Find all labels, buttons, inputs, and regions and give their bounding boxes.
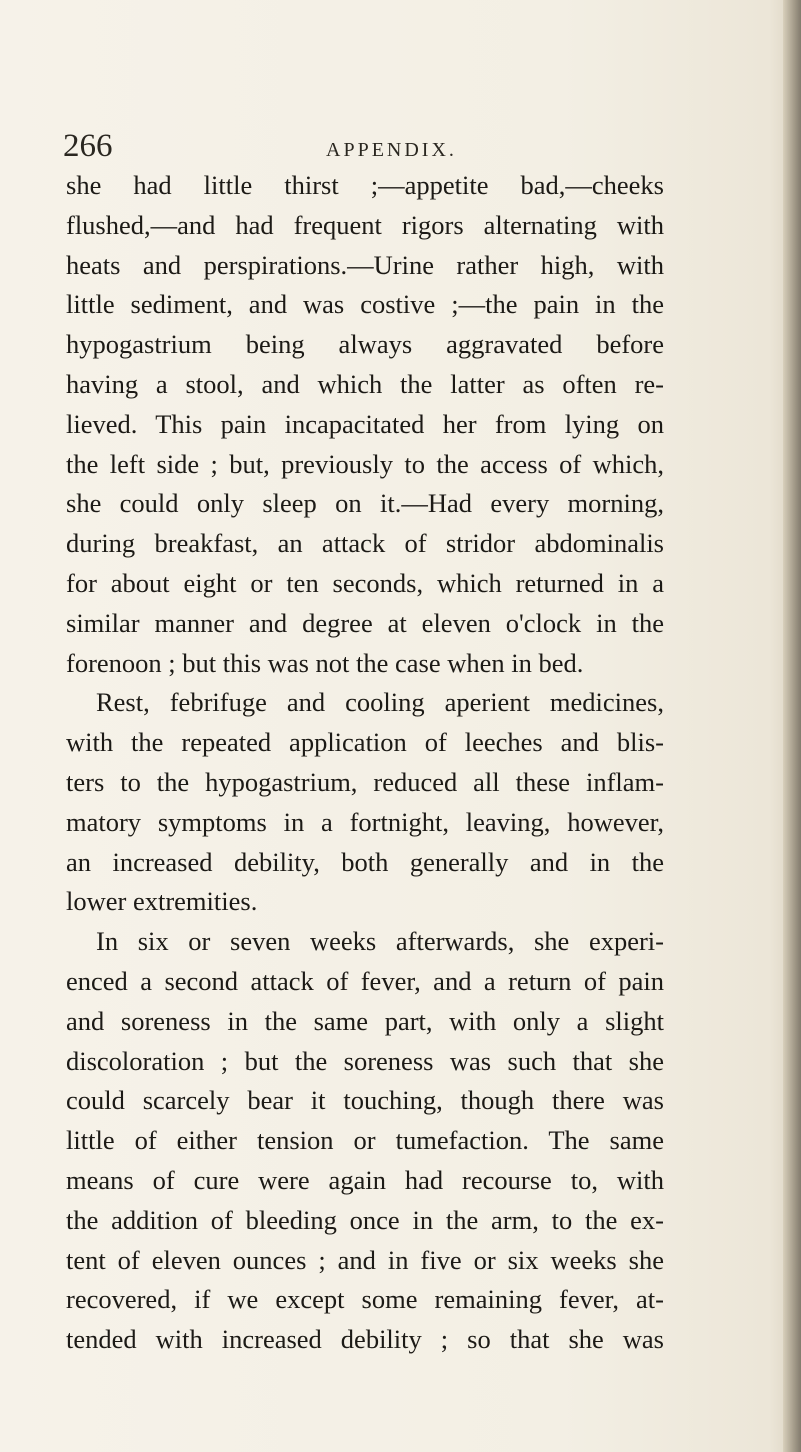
- text-line: Rest, febrifuge and cooling aperient medicines,: [96, 687, 664, 718]
- text-line: discoloration ; but the soreness was such that she: [66, 1045, 664, 1076]
- text-line: heats and perspirations.—Urine rather high, with: [66, 249, 664, 280]
- text-line: she had little thirst ;—appetite bad,—cheeks: [66, 170, 664, 200]
- text-line: with the repeated application of leeches and blis-: [66, 727, 664, 758]
- text-line: recovered, if we except some remaining fever, at-: [66, 1284, 664, 1315]
- text-line: tent of eleven ounces ; and in five or six weeks she: [66, 1244, 664, 1275]
- text-line: having a stool, and which the latter as often re-: [66, 368, 664, 399]
- text-line: hypogastrium being always aggravated before: [66, 329, 664, 360]
- text-line: ters to the hypogastrium, reduced all these inflam-: [66, 766, 664, 797]
- text-line: during breakfast, an attack of stridor abdominalis: [66, 528, 664, 559]
- text-line: the addition of bleeding once in the arm, to the ex-: [66, 1204, 664, 1235]
- text-line: for about eight or ten seconds, which returned in a: [66, 567, 664, 598]
- text-line: flushed,—and had frequent rigors alternating with: [66, 209, 664, 240]
- text-line: the left side ; but, previously to the access of which,: [66, 448, 664, 479]
- text-line: lower extremities.: [66, 886, 258, 917]
- text-line: she could only sleep on it.—Had every morning,: [66, 488, 664, 519]
- text-line: means of cure were again had recourse to, with: [66, 1164, 664, 1195]
- running-head: APPENDIX.: [326, 139, 457, 161]
- text-line: an increased debility, both generally and in the: [66, 846, 664, 877]
- text-line: forenoon ; but this was not the case when in bed.: [66, 647, 584, 678]
- text-line: lieved. This pain incapacitated her from lying on: [66, 408, 664, 439]
- text-line: similar manner and degree at eleven o'clock in the: [66, 607, 664, 638]
- text-line: In six or seven weeks afterwards, she experi-: [96, 926, 664, 957]
- body-text: [66, 166, 664, 1360]
- text-line: could scarcely bear it touching, though there was: [66, 1085, 664, 1116]
- text-line: little sediment, and was costive ;—the pain in the: [66, 289, 664, 320]
- text-line: and soreness in the same part, with only a slight: [66, 1005, 664, 1036]
- page-number: 266: [63, 128, 113, 164]
- text-line: little of either tension or tumefaction. The same: [66, 1125, 664, 1156]
- page-binding-edge: [783, 0, 801, 1452]
- text-line: tended with increased debility ; so that she was: [66, 1324, 664, 1355]
- text-line: enced a second attack of fever, and a return of pain: [66, 965, 664, 996]
- text-line: matory symptoms in a fortnight, leaving, however,: [66, 806, 664, 837]
